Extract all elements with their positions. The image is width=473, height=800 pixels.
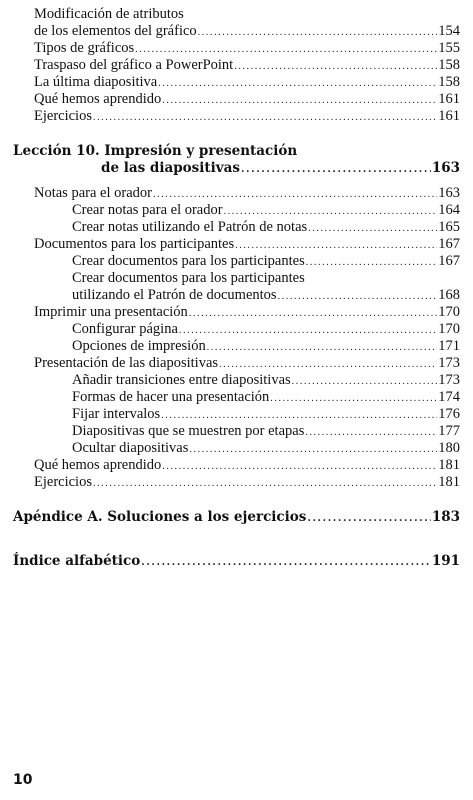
toc-subentry xyxy=(72,389,460,407)
toc-entry-label: Opciones de impresión xyxy=(72,338,206,354)
toc-entry xyxy=(34,40,460,58)
index-entry xyxy=(13,553,460,571)
toc-page-number: 168 xyxy=(438,287,460,303)
toc-entry xyxy=(34,91,460,109)
toc-entry-label: Presentación de las diapositivas xyxy=(34,355,219,371)
leader-dots xyxy=(270,390,437,407)
toc-page-number: 165 xyxy=(438,219,460,235)
toc-page-number: 183 xyxy=(431,509,460,525)
toc-page-number: 177 xyxy=(438,423,460,439)
toc-page-number: 161 xyxy=(438,108,460,124)
page-folio: 10 xyxy=(13,772,33,788)
toc-page-number: 173 xyxy=(438,372,460,388)
toc-subentry xyxy=(72,287,460,305)
toc-subentry xyxy=(72,219,460,237)
leader-dots xyxy=(198,24,438,41)
leader-dots xyxy=(153,186,437,203)
toc-page-number: 167 xyxy=(438,253,460,269)
toc-entry-label: utilizando el Patrón de documentos xyxy=(72,287,277,303)
leader-dots xyxy=(241,161,431,178)
leader-dots xyxy=(307,510,430,527)
leader-dots xyxy=(93,109,437,126)
toc-entry xyxy=(34,236,460,254)
leader-dots xyxy=(179,322,437,339)
leader-dots xyxy=(161,407,437,424)
toc-entry-label: de los elementos del gráfico xyxy=(34,23,197,39)
toc-page-number: 155 xyxy=(438,40,460,56)
toc-subentry xyxy=(72,406,460,424)
toc-page-number: 164 xyxy=(438,202,460,218)
toc-entry xyxy=(34,74,460,92)
toc-page-number: 180 xyxy=(438,440,460,456)
toc-subentry xyxy=(72,372,460,390)
toc-entry xyxy=(34,23,460,41)
toc-entry-continuation: Modificación de atributos xyxy=(34,6,184,22)
index-label: Índice alfabético xyxy=(13,553,141,569)
leader-dots xyxy=(189,441,437,458)
toc-subentry xyxy=(72,338,460,356)
toc-entry-label: Crear notas utilizando el Patrón de notas xyxy=(72,219,308,235)
toc-subentry xyxy=(72,202,460,220)
lesson-heading-label: de las diapositivas xyxy=(101,160,240,176)
toc-subentry xyxy=(72,253,460,271)
toc-page-number: 191 xyxy=(431,553,460,569)
leader-dots xyxy=(224,203,438,220)
toc-page-number: 174 xyxy=(438,389,460,405)
leader-dots xyxy=(189,305,437,322)
leader-dots xyxy=(141,554,431,571)
toc-entry-label: Crear notas para el orador xyxy=(72,202,223,218)
leader-dots xyxy=(207,339,438,356)
leader-dots xyxy=(235,237,437,254)
toc-page-number: 158 xyxy=(438,74,460,90)
toc-page-number: 161 xyxy=(438,91,460,107)
toc-entry-label: Crear documentos para los participantes xyxy=(72,253,305,269)
appendix-entry xyxy=(13,509,460,527)
toc-entry xyxy=(34,457,460,475)
lesson-heading-entry xyxy=(101,160,460,178)
toc-entry-label: Fijar intervalos xyxy=(72,406,161,422)
leader-dots xyxy=(306,254,438,271)
toc-entry-label: Notas para el orador xyxy=(34,185,152,201)
toc-entry-label: Ejercicios xyxy=(34,108,92,124)
toc-entry-label: Formas de hacer una presentación xyxy=(72,389,270,405)
leader-dots xyxy=(219,356,437,373)
toc-page-number: 170 xyxy=(438,321,460,337)
toc-page-number: 171 xyxy=(438,338,460,354)
toc-entry-label: Configurar página xyxy=(72,321,178,337)
leader-dots xyxy=(158,75,437,92)
toc-subentry xyxy=(72,423,460,441)
toc-page-number: 173 xyxy=(438,355,460,371)
toc-entry-continuation: Crear documentos para los participantes xyxy=(72,270,305,286)
toc-page-number: 181 xyxy=(438,474,460,490)
toc-entry xyxy=(34,57,460,75)
toc-page-number: 158 xyxy=(438,57,460,73)
toc-entry-label: Qué hemos aprendido xyxy=(34,457,162,473)
leader-dots xyxy=(162,458,437,475)
toc-entry xyxy=(34,108,460,126)
toc-entry xyxy=(34,474,460,492)
toc-entry xyxy=(34,355,460,373)
toc-page-number: 163 xyxy=(431,160,460,176)
toc-entry-label: Traspaso del gráfico a PowerPoint xyxy=(34,57,234,73)
toc-page-number: 163 xyxy=(438,185,460,201)
toc-entry-label: Qué hemos aprendido xyxy=(34,91,162,107)
toc-entry-label: Ejercicios xyxy=(34,474,92,490)
leader-dots xyxy=(234,58,437,75)
toc-page-number: 167 xyxy=(438,236,460,252)
leader-dots xyxy=(135,41,437,58)
toc-entry-label: Diapositivas que se muestren por etapas xyxy=(72,423,305,439)
leader-dots xyxy=(308,220,437,237)
toc-entry xyxy=(34,185,460,203)
leader-dots xyxy=(93,475,437,492)
leader-dots xyxy=(278,288,438,305)
appendix-label: Apéndice A. Soluciones a los ejercicios xyxy=(13,509,307,525)
toc-page-number: 176 xyxy=(438,406,460,422)
toc-subentry xyxy=(72,440,460,458)
toc-entry-label: Ocultar diapositivas xyxy=(72,440,189,456)
toc-page-number: 170 xyxy=(438,304,460,320)
toc-subentry xyxy=(72,321,460,339)
leader-dots xyxy=(292,373,438,390)
lesson-heading: Lección 10. Impresión y presentación xyxy=(13,143,298,159)
toc-entry xyxy=(34,304,460,322)
toc-entry-label: La última diapositiva xyxy=(34,74,158,90)
toc-entry-label: Documentos para los participantes xyxy=(34,236,235,252)
toc-entry-label: Tipos de gráficos xyxy=(34,40,135,56)
leader-dots xyxy=(305,424,437,441)
toc-page-number: 154 xyxy=(438,23,460,39)
toc-page-number: 181 xyxy=(438,457,460,473)
toc-entry-label: Imprimir una presentación xyxy=(34,304,188,320)
toc-entry-label: Añadir transiciones entre diapositivas xyxy=(72,372,291,388)
leader-dots xyxy=(162,92,437,109)
